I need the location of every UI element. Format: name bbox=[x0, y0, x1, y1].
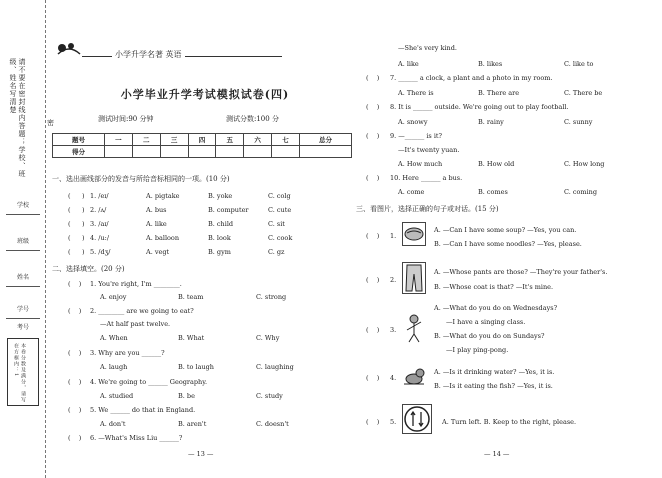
question-sub: —She's very kind. bbox=[398, 44, 457, 52]
answer-paren[interactable]: ( ) bbox=[68, 280, 82, 288]
option-b: B. team bbox=[178, 293, 204, 301]
option-c: C. cook bbox=[268, 234, 293, 242]
option-a: A. enjoy bbox=[100, 293, 127, 301]
exam-time: 测试时间:90 分钟 bbox=[98, 115, 154, 123]
bind-label-exam-no: 考号 bbox=[16, 324, 29, 331]
option-c: C. How long bbox=[564, 160, 605, 168]
question-number: 2. /ʌ/ bbox=[90, 206, 107, 214]
question-text: 3. Why are you ______? bbox=[90, 349, 165, 357]
option-b: B. look bbox=[208, 234, 231, 242]
answer-paren[interactable]: ( bbox=[68, 248, 71, 256]
answer-paren[interactable]: ( bbox=[68, 220, 71, 228]
bind-label-name: 姓名 bbox=[16, 274, 29, 281]
option-a: A. vegt bbox=[146, 248, 170, 256]
score-table-header-row bbox=[53, 134, 352, 146]
question-number: 4. bbox=[390, 374, 397, 382]
question-number: 5. bbox=[390, 418, 397, 426]
binding-strip bbox=[0, 0, 46, 478]
table-cell: 题号 bbox=[53, 134, 105, 146]
score-input-cell[interactable] bbox=[272, 146, 300, 158]
option-c: C. Why bbox=[256, 334, 280, 342]
answer-paren-close: ) bbox=[82, 234, 85, 242]
option-a: A. laugh bbox=[100, 363, 128, 371]
question-text: 10. Here ______ a bus. bbox=[390, 174, 463, 182]
option-c: C. gz bbox=[268, 248, 285, 256]
answer-paren[interactable]: ( ) bbox=[366, 276, 380, 284]
option-a: A. —Whose pants are those? —They're your father's. bbox=[434, 268, 608, 276]
option-c: C. doesn't bbox=[256, 420, 289, 428]
bind-line bbox=[6, 250, 40, 251]
option-a: A. studied bbox=[100, 392, 134, 400]
pants-icon bbox=[402, 262, 426, 294]
option-c: C. laughing bbox=[256, 363, 294, 371]
question-text: 6. —What's Miss Liu ______? bbox=[90, 434, 183, 442]
answer-paren[interactable]: ( bbox=[68, 192, 71, 200]
option-a: A. —Can I have some soup? —Yes, you can. bbox=[434, 226, 577, 234]
score-input-cell[interactable] bbox=[299, 146, 351, 158]
question-number: 2. bbox=[390, 276, 397, 284]
answer-paren[interactable]: ( ) bbox=[68, 434, 82, 442]
table-cell: 七 bbox=[272, 134, 300, 146]
question-text: 7. ______ a clock, a plant and a photo in my room. bbox=[390, 74, 553, 82]
bind-line bbox=[6, 214, 40, 215]
question-number: 1. /eɪ/ bbox=[90, 192, 109, 200]
table-cell: 四 bbox=[188, 134, 216, 146]
option-c: C. coming bbox=[564, 188, 598, 196]
answer-paren-close: ) bbox=[82, 192, 85, 200]
page-number-left: — 13 — bbox=[188, 450, 214, 458]
question-number: 4. /u:/ bbox=[90, 234, 110, 242]
option-b: B. yoke bbox=[208, 192, 233, 200]
exam-total-score: 测试分数:100 分 bbox=[226, 115, 279, 123]
option-a: A. —What do you do on Wednesdays? bbox=[434, 304, 558, 312]
section1-title: 一、选出画线部分的发音与所给音标相同的一项。(10 分) bbox=[52, 175, 230, 183]
score-input-cell[interactable] bbox=[105, 146, 133, 158]
option-a: A. bus bbox=[146, 206, 167, 214]
answer-paren[interactable]: ( ) bbox=[366, 132, 380, 140]
option-b: B. child bbox=[208, 220, 234, 228]
table-cell: 三 bbox=[160, 134, 188, 146]
option-a-reply: —I have a singing class. bbox=[446, 318, 526, 326]
option-c: C. sit bbox=[268, 220, 285, 228]
option-b: B. —Whose coat is that? —It's mine. bbox=[434, 283, 554, 291]
question-number: 3. /aɪ/ bbox=[90, 220, 109, 228]
question-text: 5. We ______ do that in England. bbox=[90, 406, 196, 414]
traffic-sign-icon bbox=[402, 404, 432, 434]
answer-paren[interactable]: ( bbox=[68, 206, 71, 214]
answer-paren[interactable]: ( ) bbox=[68, 406, 82, 414]
option-a: A. pigtake bbox=[146, 192, 180, 200]
score-box bbox=[7, 338, 39, 406]
option-b: B. be bbox=[178, 392, 195, 400]
option-c: C. colg bbox=[268, 192, 291, 200]
answer-paren-close: ) bbox=[82, 220, 85, 228]
option-b: B. —What do you do on Sundays? bbox=[434, 332, 545, 340]
question-text: 9. —______ is it? bbox=[390, 132, 442, 140]
answer-paren[interactable]: ( ) bbox=[68, 378, 82, 386]
child-playing-icon bbox=[402, 312, 426, 344]
option-c: C. study bbox=[256, 392, 283, 400]
option-a: A. Turn left. B. Keep to the right, please. bbox=[442, 418, 577, 426]
option-a: A. come bbox=[398, 188, 425, 196]
option-c: C. like to bbox=[564, 60, 594, 68]
answer-paren[interactable]: ( bbox=[68, 234, 71, 242]
score-input-cell[interactable] bbox=[160, 146, 188, 158]
bowl-of-food-icon bbox=[402, 222, 426, 246]
answer-paren[interactable]: ( ) bbox=[366, 326, 380, 334]
option-a: A. When bbox=[100, 334, 128, 342]
score-input-cell[interactable] bbox=[216, 146, 244, 158]
bind-label-student-no: 学号 bbox=[16, 306, 29, 313]
option-b: B. aren't bbox=[178, 420, 207, 428]
seal-mark: 密 bbox=[47, 119, 54, 127]
option-b: B. How old bbox=[478, 160, 515, 168]
table-cell: 五 bbox=[216, 134, 244, 146]
ornament-icon bbox=[56, 40, 82, 56]
answer-paren[interactable]: ( ) bbox=[366, 232, 380, 240]
answer-paren[interactable]: ( ) bbox=[366, 174, 380, 182]
bind-label-school: 学校 bbox=[16, 202, 29, 209]
option-a: A. balloon bbox=[146, 234, 180, 242]
score-table bbox=[52, 133, 352, 158]
option-b: B. rainy bbox=[478, 118, 504, 126]
option-b: B. computer bbox=[208, 206, 249, 214]
table-cell: 一 bbox=[105, 134, 133, 146]
option-b: B. likes bbox=[478, 60, 503, 68]
option-b: B. to laugh bbox=[178, 363, 214, 371]
score-input-cell[interactable] bbox=[188, 146, 216, 158]
section2-title: 二、选择填空。(20 分) bbox=[52, 265, 125, 273]
binding-notice: 请不要在密封线内答题；学校、班级、姓名写清楚 bbox=[9, 58, 26, 178]
question-sub: —At half past twelve. bbox=[100, 320, 171, 328]
answer-paren-close: ) bbox=[82, 206, 85, 214]
section3-title: 三、看图片，选择正确的句子或对话。(15 分) bbox=[356, 205, 499, 213]
option-b: B. —Is it eating the fish? —Yes, it is. bbox=[434, 382, 553, 390]
score-input-cell[interactable] bbox=[132, 146, 160, 158]
option-b-reply: —I play ping-pong. bbox=[446, 346, 509, 354]
question-number: 3. bbox=[390, 326, 397, 334]
option-b: B. gym bbox=[208, 248, 231, 256]
question-number: 5. /dʒ/ bbox=[90, 248, 111, 256]
answer-paren[interactable]: ( ) bbox=[366, 74, 380, 82]
question-text: 1. You're right, I'm ________. bbox=[90, 280, 182, 288]
bind-label-class: 班级 bbox=[16, 238, 29, 245]
option-b: B. There are bbox=[478, 89, 520, 97]
option-b: B. comes bbox=[478, 188, 508, 196]
table-cell: 二 bbox=[132, 134, 160, 146]
table-cell: 六 bbox=[244, 134, 272, 146]
option-a: A. How much bbox=[398, 160, 443, 168]
question-number: 1. bbox=[390, 232, 397, 240]
answer-paren[interactable]: ( ) bbox=[366, 374, 380, 382]
score-box-text: 本卷分数及满分，请写在方框内：1 bbox=[13, 343, 26, 403]
page-number-right: — 14 — bbox=[484, 450, 510, 458]
option-a: A. —Is it drinking water? —Yes, it is. bbox=[434, 368, 555, 376]
score-input-cell[interactable] bbox=[244, 146, 272, 158]
option-a: A. There is bbox=[398, 89, 434, 97]
question-text: 2. ________ are we going to eat? bbox=[90, 307, 194, 315]
bind-line bbox=[6, 286, 40, 287]
option-a: A. snowy bbox=[398, 118, 428, 126]
series-title: 小学升学名著 英语 bbox=[112, 49, 185, 60]
cat-icon bbox=[402, 364, 426, 388]
option-c: C. sunny bbox=[564, 118, 593, 126]
table-cell: 总分 bbox=[299, 134, 351, 146]
question-text: 8. It is ______ outside. We're going out to play football. bbox=[390, 103, 569, 111]
question-sub: —It's twenty yuan. bbox=[398, 146, 460, 154]
option-c: C. There be bbox=[564, 89, 603, 97]
option-a: A. don't bbox=[100, 420, 126, 428]
exam-title: 小学毕业升学考试模拟试卷(四) bbox=[120, 88, 290, 101]
question-text: 4. We're going to ______ Geography. bbox=[90, 378, 208, 386]
option-b: B. —Can I have some noodles? —Yes, please. bbox=[434, 240, 582, 248]
option-c: C. strong bbox=[256, 293, 287, 301]
option-b: B. What bbox=[178, 334, 205, 342]
option-a: A. like bbox=[398, 60, 419, 68]
option-a: A. like bbox=[146, 220, 167, 228]
table-cell: 得分 bbox=[53, 146, 105, 158]
answer-paren[interactable]: ( ) bbox=[366, 418, 380, 426]
answer-paren[interactable]: ( ) bbox=[366, 103, 380, 111]
bind-line bbox=[6, 318, 40, 319]
score-table-score-row bbox=[53, 146, 352, 158]
answer-paren-close: ) bbox=[82, 248, 85, 256]
answer-paren[interactable]: ( ) bbox=[68, 349, 82, 357]
option-c: C. cute bbox=[268, 206, 292, 214]
answer-paren[interactable]: ( ) bbox=[68, 307, 82, 315]
